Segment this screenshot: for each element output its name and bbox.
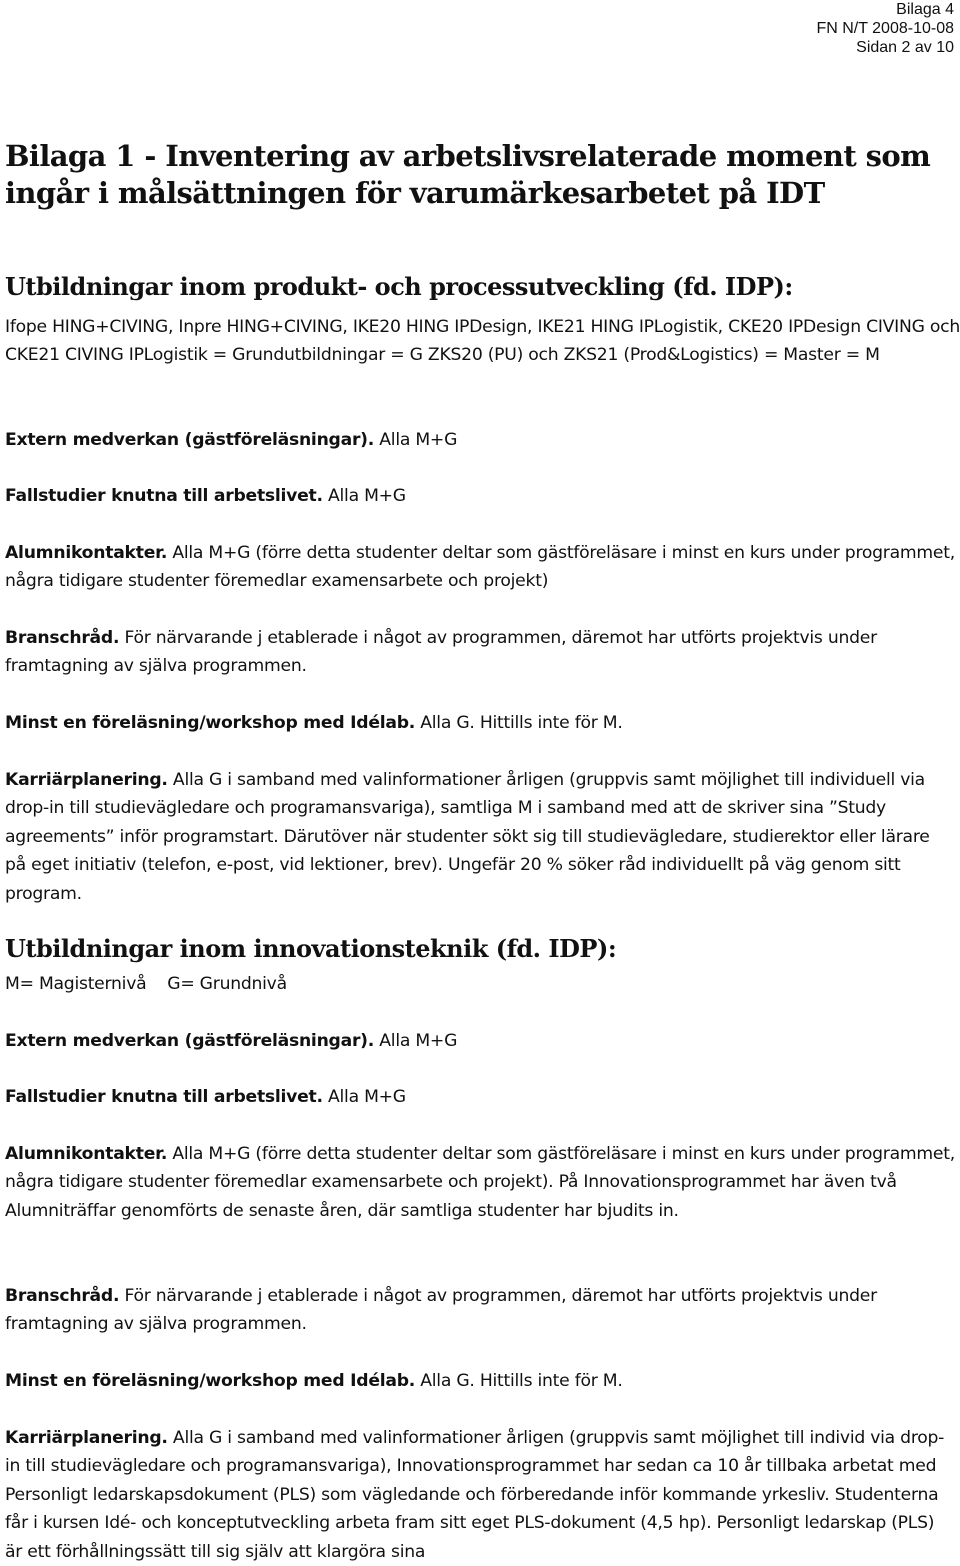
item-label: Alumnikontakter. [5,543,168,563]
item-text: Alla G i samband med valinformationer årligen (gruppvis samt möjlighet till individuell via drop-in till studievägledare och programansvariga), samtliga M i samband med att de skriver sina ”Study agreements” inför programstart. Därutöver när studenter sökt sig till studievägledare, studierektor eller lärare på eget initiativ (telefon, e-post, vid lektioner, brev). Ungefär 20 % söker råd individuellt på väg genom sitt program. [5,770,930,904]
document-title: Bilaga 1 - Inventering av arbetslivsrelaterade moment som ingår i målsättningen för varumärkesarbetet på IDT [5,139,931,210]
item-text: Alla G i samband med valinformationer årligen (gruppvis samt möjlighet till individ via drop-in till studievägledare och programansvariga), Innovationsprogrammet har sedan ca 10 år tillbaka arbetat med Personligt ledarskapsdokument (PLS) som vägledande och förberedande inför kommande yrkesliv. Studenterna får i kursen Idé- och konceptutveckling arbeta fram sitt eget PLS-dokument (4,5 hp). Personligt ledarskap (PLS) är ett förhållningssätt till sig själv att klargöra sina [5,1428,945,1562]
item-label: Extern medverkan (gästföreläsningar). [5,430,375,450]
item-idelab-workshop [5,709,955,737]
item-text: Alla G. Hittills inte för M. [415,1371,623,1391]
section-heading-product-development: Utbildningar inom produkt- och processutveckling (fd. IDP): [5,272,793,301]
item-case-studies [5,482,955,510]
item-industry-council [5,1282,955,1339]
item-text: Alla M+G (förre detta studenter deltar som gästföreläsare i minst en kurs under programmet, några tidigare studenter föremedlar examensarbete och projekt). På Innovationsprogrammet har även två Alumniträffar genomförts de senaste åren, där samtliga studenter har bjudits in. [5,1144,955,1221]
item-label: Minst en föreläsning/workshop med Idélab. [5,1371,416,1391]
page-header [816,0,954,57]
level-legend: M= Magisternivå G= Grundnivå [5,974,287,994]
appendix-label: Bilaga 4 [896,1,954,18]
item-case-studies [5,1083,955,1111]
item-label: Karriärplanering. [5,1428,168,1448]
programs-intro: Ifope HING+CIVING, Inpre HING+CIVING, IKE20 HING IPDesign, IKE21 HING IPLogistik, CKE20 IPDesign CIVING och CKE21 CIVING IPLogistik = Grundutbildningar = G ZKS20 (PU) och ZKS21 (Prod&Logistics) = Master = M [5,317,960,366]
document-reference: FN N/T 2008-10-08 [816,20,954,37]
item-text: För närvarande j etablerade i något av programmen, däremot har utförts projektvis under framtagning av själva programmen. [5,1286,877,1335]
item-text: Alla M+G [374,1031,458,1051]
item-text: Alla G. Hittills inte för M. [415,713,623,733]
item-text: Alla M+G [322,1087,406,1107]
section-heading-innovation: Utbildningar inom innovationsteknik (fd. IDP): [5,934,617,963]
item-idelab-workshop [5,1367,955,1395]
item-text: Alla M+G (förre detta studenter deltar som gästföreläsare i minst en kurs under programmet, några tidigare studenter föremedlar examensarbete och projekt) [5,543,955,592]
item-label: Alumnikontakter. [5,1144,168,1164]
page-number: Sidan 2 av 10 [856,39,954,56]
item-text: Alla M+G [322,486,406,506]
item-label: Fallstudier knutna till arbetslivet. [5,486,323,506]
item-label: Karriärplanering. [5,770,168,790]
item-label: Fallstudier knutna till arbetslivet. [5,1087,323,1107]
item-text: Alla M+G [374,430,458,450]
item-external-participation [5,1027,955,1055]
item-industry-council [5,624,955,681]
item-label: Extern medverkan (gästföreläsningar). [5,1031,375,1051]
item-alumni-contacts [5,539,955,596]
item-alumni-contacts [5,1140,955,1225]
item-external-participation [5,426,955,454]
item-label: Minst en föreläsning/workshop med Idélab. [5,713,416,733]
item-career-planning [5,766,955,908]
item-label: Branschråd. [5,628,120,648]
item-text: För närvarande j etablerade i något av programmen, däremot har utförts projektvis under framtagning av själva programmen. [5,628,877,677]
item-career-planning [5,1424,955,1566]
item-label: Branschråd. [5,1286,120,1306]
